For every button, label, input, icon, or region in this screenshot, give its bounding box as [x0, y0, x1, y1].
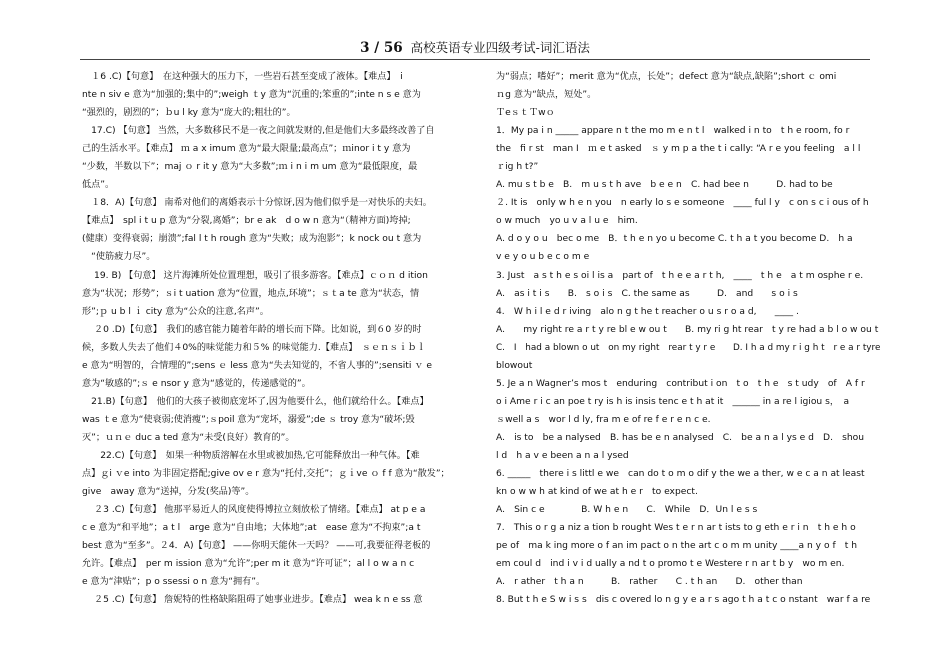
question-line: ｓwell a s wor l d ly, fra m e of re f e r e n c e. [496, 414, 711, 425]
left-column [82, 68, 467, 609]
text-line: 形”;ｐ u b l ｉ city 意为“公众的注意,名声”。 [82, 306, 269, 317]
question-line: 8. But t h e S w i s s dis c overed lo n g y e a r s ago t h a t c o nstant war f a re [496, 595, 871, 606]
text-line: 点】ｇi ｖe into 为非固定搭配;give ov e r 意为“托付,交托”；ｇｉve ｏ f f 意为“散发”； [82, 469, 450, 480]
text-line: 低点”。 [82, 180, 115, 191]
text-line: 【难点】 spl i t u p 意为“分裂,离婚”；br e ak d o w n 意为“（精神方面)垮掉; [82, 216, 411, 227]
options-line: blowout [496, 360, 533, 371]
question-line: ｒig h t?” [496, 162, 539, 173]
options-line: v e y o u b e c o m e [496, 252, 590, 263]
question-line: 6. _____ there i s littl e we can do t o m o dif y the we a ther, w e c a n at least [496, 469, 865, 480]
options-line: A. r ather t h a n B. rather C . t h an D. other than [496, 577, 803, 588]
text-line: 22.C)【句意】 如果一种物质溶解在水里或被加热,它可能释放出一种气体。【难 [82, 450, 420, 461]
text-line: nte n siv e 意为“加强的;集中的”;weigh ｔy 意为“沉重的;笨重的”;inte n s e 意为 [82, 90, 421, 101]
options-line: A. is to be a nalysed B. has be e n analysed C. be a n a l ys e d D. shou [496, 432, 865, 443]
options-line: A. Sin c e B. W h e n C. While D．Un l e s s [496, 505, 758, 516]
options-line: A. d o y o u bec o me B．t h e n yo u become C. t h a t you become D. h a [496, 234, 853, 245]
page-header [80, 38, 870, 60]
question-line: pe of ma k ing more o f an im pact o n the art c o m m unity ____a n y o f t h [496, 541, 858, 552]
page-number: 3 / 56 [360, 40, 403, 56]
text-line: “使筋疲力尽”。 [82, 252, 156, 263]
question-line: kn o w w h at kind of we at h e r to expect. [496, 487, 698, 498]
question-line: 3. Just a s t h e s oi l is a part of t h e e a r t h, ____ t h e a t m osphe r e. [496, 270, 864, 281]
text-line: give away 意为“送掉，分发(奖品)等”。 [82, 487, 255, 498]
text-line: ２5 .C)【句意】 詹妮特的性格缺陷阻碍了她事业进步。【难点】 wea k n e ss 意 [82, 595, 423, 606]
text-line: １8．A)【句意】 南希对他们的离婚表示十分惊讶,因为他们似乎是一对快乐的夫妇。 [82, 198, 432, 209]
text-line: 灭”；ｕｎｅ duc a ted 意为“未受(良好）教育的”。 [82, 432, 295, 443]
text-line: 己的生活水平。【难点】 ｍ a x imum 意为“最大限量;最高点”；ｍinor i t y 意为 [82, 144, 411, 155]
text-line: 意为“敏感的”;ｓ e nsor y 意为“感觉的，传递感觉的”。 [82, 378, 311, 389]
text-line: ２3 .C)【句意】 他那平易近人的风度使得博拉立刻放松了情绪。【难点】 at p e a [82, 505, 426, 516]
text-line: “少数，半数以下”；maj ｏ r it y 意为“大多数”;ｍ i n i m um 意为“最低限度，最 [82, 162, 418, 173]
text-line: best 意为“至多”。２4．A)【句意】 ——你明天能休一天吗？ ——可,我要征得老板的 [82, 541, 431, 552]
options-line: A. my right re a r t y re bl e w ou t B. my ri g ht rear t y re had a b l o w ou t [496, 324, 879, 335]
text-line: 候，多数人失去了他们４0%的味觉能力和５% 的味觉能力.【难点】 ｓｅｎｓｉｂｌ [82, 342, 426, 353]
text-line: 19. B) 【句意】 这片海滩所处位置理想，吸引了很多游客。【难点】ｃｏｎ d ition [82, 270, 428, 281]
text-line: ２0 .D)【句意】 我们的感官能力随着年龄的增长而下降。比如说，到６0 岁的时 [82, 324, 422, 335]
text-line: 允许。【难点】 per m ission 意为“允许”;per m it 意为“许可证”；al l o w a n c [82, 559, 415, 570]
text-line: 为“弱点；嗜好”；merit 意为“优点，长处”；defect 意为“缺点,缺陷”;short ｃ omi [496, 72, 837, 82]
text-line: e 意为“明智的，合情理的”;sens ｅ less 意为“失去知觉的，不省人事的”;sensiti ｖ e [82, 360, 432, 371]
options-line: A. mu s t b e B. m u s t h ave b e e n C. had bee n D. had to be [496, 180, 833, 191]
question-line: o w much yo u v a l u e him. [496, 216, 638, 227]
text-line: １6 .C)【句意】 在这种强大的压力下，一些岩石甚至变成了液体。【难点】 i [82, 72, 403, 82]
question-line: 7. This o r g a niz a tion b rought Wes t e r n ar t ists to g eth e r i n t h e h o [496, 523, 856, 534]
section-heading: ＴeｓｔＴwｏ [496, 108, 555, 119]
text-line: was ｔe 意为“使衰弱;使消瘦”;ｓpoil 意为“宠坏，溺爱”;de ｓ troy 意为“破坏;毁 [82, 414, 415, 425]
options-line: C. I had a blown o ut on my right rear t y r e D. I h a d my r i g h t r e a r tyre [496, 342, 881, 353]
text-line: (健康）变得衰弱；崩溃”;fal l t h rough 意为“失败；成为泡影”；k nock ou t 意为 [82, 234, 422, 245]
text-line: e 意为“津贴”；p o ssessi o n 意为“拥有”。 [82, 577, 266, 588]
text-line: c e 意为“和平地”；a t l arge 意为“自由地；大体地”;at ease 意为“不拘束”;a t [82, 523, 421, 534]
text-line: ｎg 意为“缺点，短处”。 [496, 90, 597, 101]
question-line: 1．My pa i n _____ appare n t the mo m e n t l walked i n to t h e room, fo r [496, 126, 850, 137]
text-line: 17.C) 【句意】 当然，大多数移民不是一夜之间就发财的,但是他们大多最终改善了自 [82, 126, 435, 137]
text-line: “强烈的，剧烈的”；ｂu l ky 意为“庞大的;粗壮的”。 [82, 108, 296, 119]
right-column [496, 68, 882, 609]
question-line: em coul d ind i v i d ually a nd t o promo t e Westere r n ar t b y wo m en. [496, 559, 845, 570]
text-line: 21.B)【句意】 他们的大孩子被彻底宠坏了,因为他要什么，他们就给什么。【难点】 [82, 396, 429, 407]
question-line: ２. It is only w h e n you n early lo s e someone ____ ful l y c on s c i ous of h [496, 198, 869, 209]
options-line: A. as i t i s B. s o i s C. the same as D. and s o i s [496, 288, 798, 299]
text-line: 意为“状况；形势”；ｓi t uation 意为“位置，地点,环境”；ｓｔa te 意为“状态，情 [82, 288, 420, 299]
question-line: 5. Je a n Wagner’s mos t enduring contribut i on t o t h e s t udy of A f r [496, 378, 865, 389]
question-line: o i Ame r i c an poe t ry is h is insis tenc e t h at it ______ in a re l igiou s， a [496, 396, 850, 407]
question-line: 4. W h i l e d r iving alo n g t he t reacher o u s r o a d, ____ . [496, 306, 799, 317]
document-title: 高校英语专业四级考试-词汇语法 [410, 40, 590, 55]
header-rule [80, 59, 870, 60]
question-line: the fi r st man I ｍ e t asked ｓ y m p a the t i cally: “A r e you feeling a l l [496, 144, 861, 155]
options-line: l d h a v e been a n a l ysed [496, 450, 629, 461]
